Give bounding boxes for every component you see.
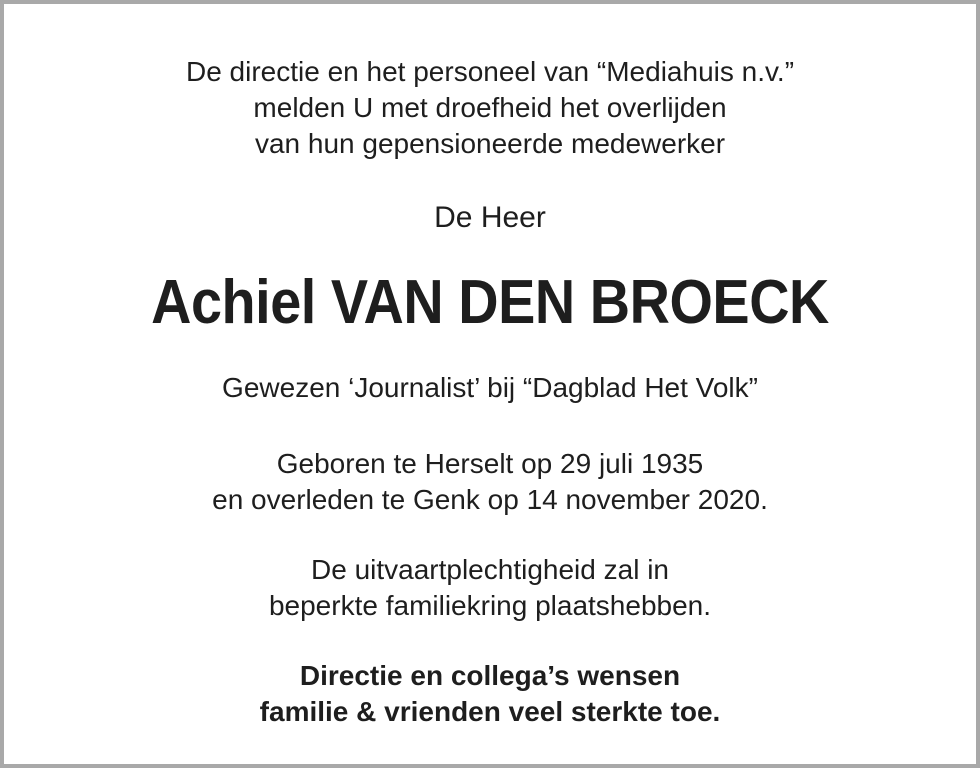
closing-line-1: Directie en collega’s wensen xyxy=(299,660,681,691)
former-role: Gewezen ‘Journalist’ bij “Dagblad Het Volk” xyxy=(222,372,758,403)
closing-line-2: familie & vrienden veel sterkte toe. xyxy=(259,696,721,727)
intro-paragraph xyxy=(4,54,976,162)
honorific-title: De Heer xyxy=(434,201,546,234)
intro-line-2: melden U met droefheid het overlijden xyxy=(253,92,727,123)
deceased-name: Achiel VAN DEN BROECK xyxy=(151,268,829,337)
intro-line-1: De directie en het personeel van “Mediahuis n.v.” xyxy=(185,56,795,87)
funeral-line-1: De uitvaartplechtigheid zal in xyxy=(311,554,669,585)
funeral-info xyxy=(4,552,976,624)
funeral-line-2: beperkte familiekring plaatshebben. xyxy=(268,590,712,621)
closing-message xyxy=(4,658,976,730)
intro-line-3: van hun gepensioneerde medewerker xyxy=(254,128,726,159)
death-line: en overleden te Genk op 14 november 2020. xyxy=(212,484,768,515)
life-dates xyxy=(4,446,976,518)
birth-line: Geboren te Herselt op 29 juli 1935 xyxy=(276,448,704,479)
